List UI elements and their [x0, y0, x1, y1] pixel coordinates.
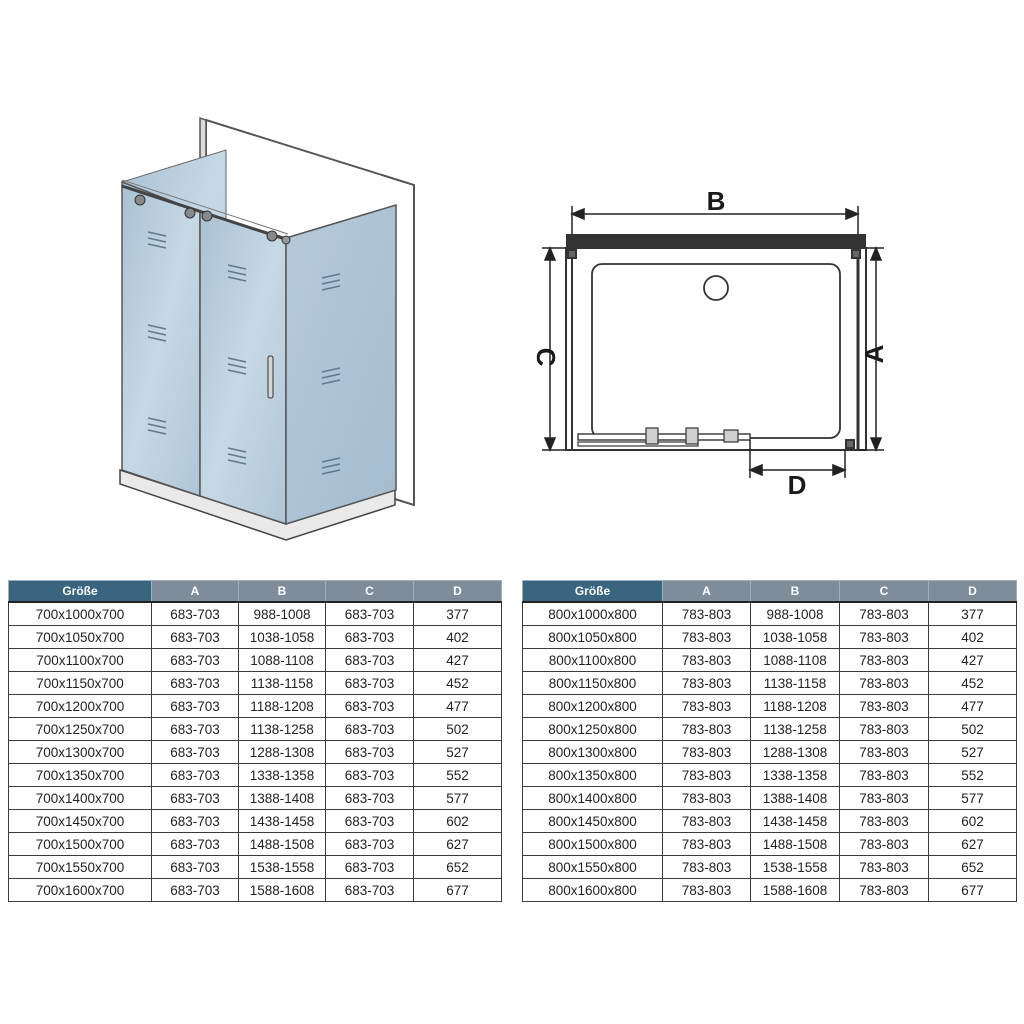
table-cell: 1088-1108: [751, 649, 840, 672]
table-cell: 988-1008: [751, 602, 840, 626]
table-row: [523, 879, 1017, 902]
table-cell: 577: [929, 787, 1017, 810]
table-cell: 683-703: [326, 787, 414, 810]
table-cell: 700x1550x700: [9, 856, 152, 879]
table-cell: 700x1100x700: [9, 649, 152, 672]
table-cell: 683-703: [326, 741, 414, 764]
shower-enclosure-illustration: [100, 112, 430, 544]
table-cell: 602: [929, 810, 1017, 833]
table-cell: 700x1450x700: [9, 810, 152, 833]
table-cell: 683-703: [152, 695, 239, 718]
table-cell: 683-703: [152, 833, 239, 856]
table-cell: 1038-1058: [751, 626, 840, 649]
size-table-700: [8, 580, 502, 902]
table-cell: 683-703: [326, 672, 414, 695]
table-row: [523, 787, 1017, 810]
table-row: [523, 833, 1017, 856]
dimension-label-b: B: [706, 186, 726, 216]
table-cell: 988-1008: [239, 602, 326, 626]
header-dim-d: D: [929, 581, 1017, 603]
header-size: Größe: [523, 581, 663, 603]
table-cell: 1538-1558: [239, 856, 326, 879]
table-cell: 1488-1508: [239, 833, 326, 856]
table-cell: 783-803: [840, 879, 929, 902]
table-cell: 783-803: [840, 649, 929, 672]
table-cell: 783-803: [840, 764, 929, 787]
table-cell: 1188-1208: [751, 695, 840, 718]
table-cell: 800x1050x800: [523, 626, 663, 649]
table-cell: 377: [929, 602, 1017, 626]
table-cell: 683-703: [152, 672, 239, 695]
table-cell: 683-703: [152, 626, 239, 649]
table-cell: 377: [414, 602, 502, 626]
header-size: Größe: [9, 581, 152, 603]
table-cell: 800x1100x800: [523, 649, 663, 672]
header-dim-a: A: [663, 581, 751, 603]
table-cell: 700x1250x700: [9, 718, 152, 741]
table-cell: 683-703: [152, 764, 239, 787]
table-cell: 683-703: [326, 718, 414, 741]
table-cell: 1038-1058: [239, 626, 326, 649]
table-row: [9, 810, 502, 833]
table-cell: 683-703: [326, 810, 414, 833]
table-cell: 783-803: [663, 764, 751, 787]
table-cell: 652: [929, 856, 1017, 879]
table-cell: 1438-1458: [751, 810, 840, 833]
table-cell: 800x1550x800: [523, 856, 663, 879]
table-row: [9, 787, 502, 810]
table-cell: 427: [929, 649, 1017, 672]
table-row: [9, 833, 502, 856]
table-cell: 1138-1158: [239, 672, 326, 695]
table-cell: 700x1200x700: [9, 695, 152, 718]
table-cell: 1438-1458: [239, 810, 326, 833]
table-cell: 1088-1108: [239, 649, 326, 672]
table-cell: 800x1400x800: [523, 787, 663, 810]
table-cell: 783-803: [840, 695, 929, 718]
table-cell: 783-803: [840, 718, 929, 741]
table-cell: 1138-1258: [751, 718, 840, 741]
table-cell: 1188-1208: [239, 695, 326, 718]
table-cell: 683-703: [326, 879, 414, 902]
front-fixed-glass: [122, 182, 200, 496]
table-cell: 683-703: [326, 695, 414, 718]
table-cell: 427: [414, 649, 502, 672]
table-cell: 700x1050x700: [9, 626, 152, 649]
table-cell: 1338-1358: [239, 764, 326, 787]
table-cell: 783-803: [840, 833, 929, 856]
table-cell: 1538-1558: [751, 856, 840, 879]
table-cell: 783-803: [663, 879, 751, 902]
table-cell: 800x1200x800: [523, 695, 663, 718]
table-cell: 552: [414, 764, 502, 787]
header-dim-b: B: [239, 581, 326, 603]
table-cell: 700x1500x700: [9, 833, 152, 856]
header-dim-d: D: [414, 581, 502, 603]
table-cell: 783-803: [663, 718, 751, 741]
table-cell: 683-703: [152, 787, 239, 810]
side-glass-panel: [286, 205, 396, 524]
header-dim-b: B: [751, 581, 840, 603]
table-row: [523, 741, 1017, 764]
table-cell: 700x1400x700: [9, 787, 152, 810]
table-cell: 527: [929, 741, 1017, 764]
table-row: [523, 672, 1017, 695]
table-row: [9, 672, 502, 695]
table-cell: 800x1450x800: [523, 810, 663, 833]
table-cell: 783-803: [840, 856, 929, 879]
table-cell: 700x1350x700: [9, 764, 152, 787]
table-cell: 402: [929, 626, 1017, 649]
table-row: [9, 856, 502, 879]
table-cell: 652: [414, 856, 502, 879]
table-row: [523, 649, 1017, 672]
table-cell: 683-703: [326, 833, 414, 856]
table-row: [9, 718, 502, 741]
table-cell: 700x1000x700: [9, 602, 152, 626]
table-cell: 1288-1308: [751, 741, 840, 764]
table-row: [523, 602, 1017, 626]
table-row: [9, 764, 502, 787]
table-cell: 452: [929, 672, 1017, 695]
table-cell: 700x1300x700: [9, 741, 152, 764]
table-row: [523, 856, 1017, 879]
table-cell: 800x1150x800: [523, 672, 663, 695]
table-cell: 683-703: [326, 649, 414, 672]
table-cell: 477: [414, 695, 502, 718]
table-cell: 627: [929, 833, 1017, 856]
table-row: [9, 626, 502, 649]
table-cell: 800x1000x800: [523, 602, 663, 626]
table-cell: 783-803: [840, 810, 929, 833]
table-cell: 1388-1408: [751, 787, 840, 810]
table-cell: 683-703: [326, 602, 414, 626]
size-table-800: [522, 580, 1017, 902]
dimension-label-d: D: [787, 470, 807, 500]
header-dim-c: C: [326, 581, 414, 603]
table-cell: 683-703: [152, 879, 239, 902]
table-cell: 800x1250x800: [523, 718, 663, 741]
table-cell: 683-703: [326, 626, 414, 649]
table-cell: 683-703: [152, 602, 239, 626]
table-cell: 502: [929, 718, 1017, 741]
table-cell: 783-803: [840, 787, 929, 810]
drain-icon: [704, 276, 728, 300]
table-cell: 1338-1358: [751, 764, 840, 787]
table-cell: 627: [414, 833, 502, 856]
header-dim-c: C: [840, 581, 929, 603]
table-cell: 683-703: [152, 649, 239, 672]
table-cell: 683-703: [326, 856, 414, 879]
table-cell: 783-803: [663, 649, 751, 672]
table-cell: 683-703: [152, 856, 239, 879]
table-cell: 552: [929, 764, 1017, 787]
table-cell: 577: [414, 787, 502, 810]
table-cell: 783-803: [840, 626, 929, 649]
dimension-label-a: A: [859, 344, 889, 364]
plan-wall: [566, 234, 866, 248]
table-cell: 683-703: [326, 764, 414, 787]
table-cell: 783-803: [663, 741, 751, 764]
table-cell: 1388-1408: [239, 787, 326, 810]
table-row: [9, 695, 502, 718]
table-cell: 783-803: [663, 810, 751, 833]
table-cell: 783-803: [663, 672, 751, 695]
table-cell: 1288-1308: [239, 741, 326, 764]
dimension-label-c: C: [531, 347, 561, 367]
table-cell: 1488-1508: [751, 833, 840, 856]
table-cell: 683-703: [152, 718, 239, 741]
table-row: [9, 649, 502, 672]
table-cell: 800x1300x800: [523, 741, 663, 764]
header-dim-a: A: [152, 581, 239, 603]
table-cell: 783-803: [663, 787, 751, 810]
table-cell: 677: [414, 879, 502, 902]
table-row: [9, 879, 502, 902]
table-row: [523, 695, 1017, 718]
table-header-row: [523, 581, 1017, 603]
table-row: [9, 741, 502, 764]
table-row: [523, 626, 1017, 649]
table-cell: 783-803: [663, 833, 751, 856]
table-cell: 1588-1608: [751, 879, 840, 902]
table-row: [523, 764, 1017, 787]
table-row: [9, 602, 502, 626]
table-header-row: [9, 581, 502, 603]
table-cell: 1138-1158: [751, 672, 840, 695]
table-cell: 783-803: [840, 741, 929, 764]
table-cell: 677: [929, 879, 1017, 902]
table-cell: 783-803: [663, 626, 751, 649]
table-cell: 800x1500x800: [523, 833, 663, 856]
table-cell: 683-703: [152, 741, 239, 764]
table-cell: 800x1350x800: [523, 764, 663, 787]
table-cell: 402: [414, 626, 502, 649]
table-cell: 700x1600x700: [9, 879, 152, 902]
table-cell: 783-803: [663, 695, 751, 718]
table-cell: 527: [414, 741, 502, 764]
door-handle: [268, 356, 273, 398]
table-cell: 502: [414, 718, 502, 741]
table-cell: 452: [414, 672, 502, 695]
table-cell: 783-803: [840, 602, 929, 626]
table-row: [523, 718, 1017, 741]
table-cell: 477: [929, 695, 1017, 718]
table-cell: 683-703: [152, 810, 239, 833]
table-row: [523, 810, 1017, 833]
dimension-plan-view: [520, 180, 900, 500]
table-cell: 783-803: [840, 672, 929, 695]
table-cell: 800x1600x800: [523, 879, 663, 902]
table-cell: 700x1150x700: [9, 672, 152, 695]
table-cell: 1588-1608: [239, 879, 326, 902]
table-cell: 783-803: [663, 602, 751, 626]
table-cell: 783-803: [663, 856, 751, 879]
table-cell: 602: [414, 810, 502, 833]
table-cell: 1138-1258: [239, 718, 326, 741]
